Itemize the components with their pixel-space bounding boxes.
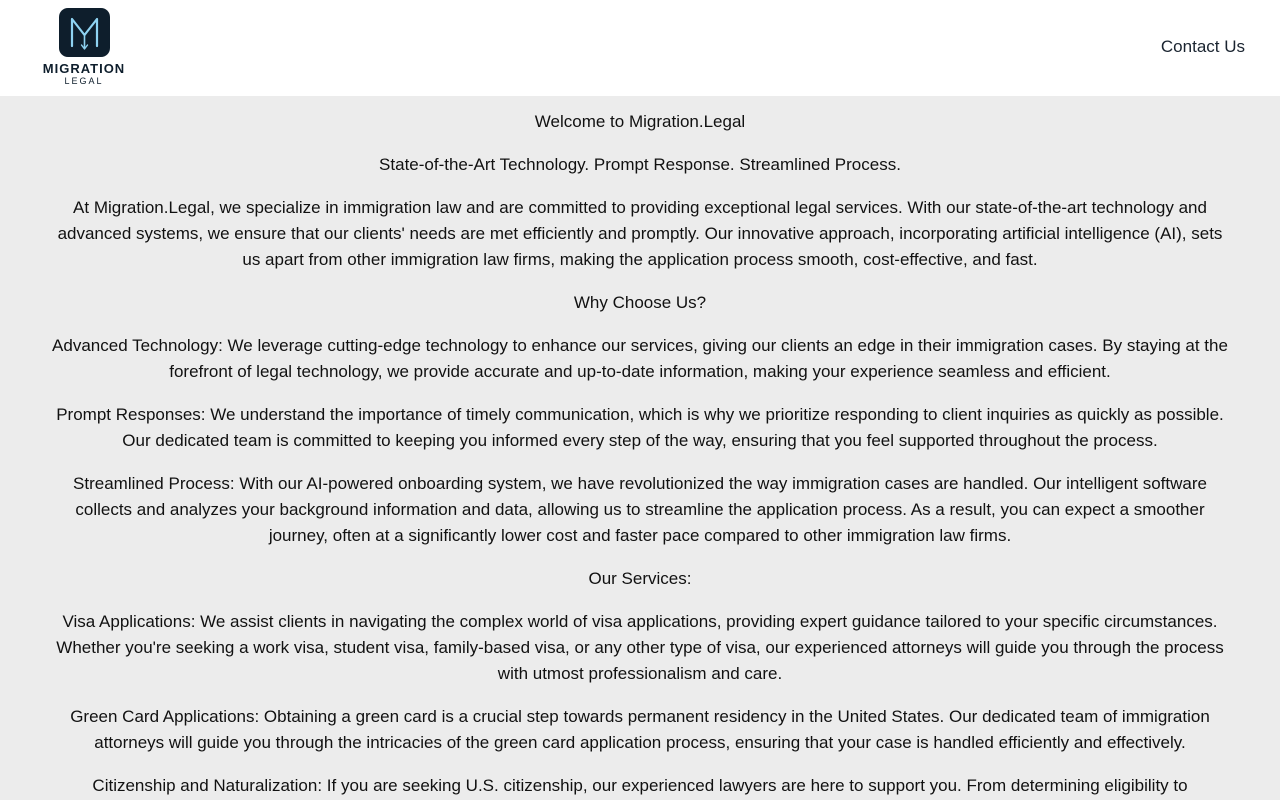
logo-wordmark: MIGRATION (42, 61, 126, 76)
logo-subtitle: LEGAL (64, 76, 104, 86)
visa-applications-paragraph: Visa Applications: We assist clients in navigating the complex world of visa applications, providing expert guidance tailored to your specific circumstances. Whether you're seeking a work visa, student visa, family-based visa, or any other type of visa, our experienced attorneys will guide you through the process with utmost professionalism and care. (56, 612, 1224, 683)
main-content (0, 96, 1280, 800)
prompt-responses-paragraph: Prompt Responses: We understand the importance of timely communication, which is why we prioritize responding to client inquiries as quickly as possible. Our dedicated team is committed to keeping you informed every step of the way, ensuring that you feel supported throughout the process. (56, 405, 1224, 450)
citizenship-paragraph: Citizenship and Naturalization: If you are seeking U.S. citizenship, our experienced lawyers are here to support you. From determining eligibility to (92, 776, 1188, 795)
advanced-technology-paragraph: Advanced Technology: We leverage cutting-edge technology to enhance our services, giving our clients an edge in their immigration cases. By staying at the forefront of legal technology, we provide accurate and up-to-date information, making your experience seamless and efficient. (52, 336, 1228, 381)
content-body (52, 96, 1228, 799)
welcome-heading: Welcome to Migration.Legal (534, 112, 746, 131)
logo-link[interactable] (36, 8, 132, 87)
why-choose-us-heading: Why Choose Us? (573, 293, 707, 312)
our-services-heading: Our Services: (588, 569, 692, 588)
intro-paragraph: At Migration.Legal, we specialize in immigration law and are committed to providing exceptional legal services. With our state-of-the-art technology and advanced systems, we ensure that our clients' needs are met efficiently and promptly. Our innovative approach, incorporating artificial intelligence (AI), sets us apart from other immigration law firms, making the application process smooth, cost-effective, and fast. (57, 198, 1223, 269)
contact-us-link[interactable]: Contact Us (1160, 37, 1245, 56)
tagline: State-of-the-Art Technology. Prompt Response. Streamlined Process. (379, 155, 901, 174)
m-monogram-icon (59, 8, 110, 57)
site-header (0, 0, 1280, 96)
green-card-paragraph: Green Card Applications: Obtaining a green card is a crucial step towards permanent residency in the United States. Our dedicated team of immigration attorneys will guide you through the intricacies of the green card application process, ensuring that your case is handled efficiently and effectively. (70, 707, 1210, 752)
streamlined-process-paragraph: Streamlined Process: With our AI-powered onboarding system, we have revolutionized the way immigration cases are handled. Our intelligent software collects and analyzes your background information and data, allowing us to streamline the application process. As a result, you can expect a smoother journey, often at a significantly lower cost and faster pace compared to other immigration law firms. (73, 474, 1207, 545)
